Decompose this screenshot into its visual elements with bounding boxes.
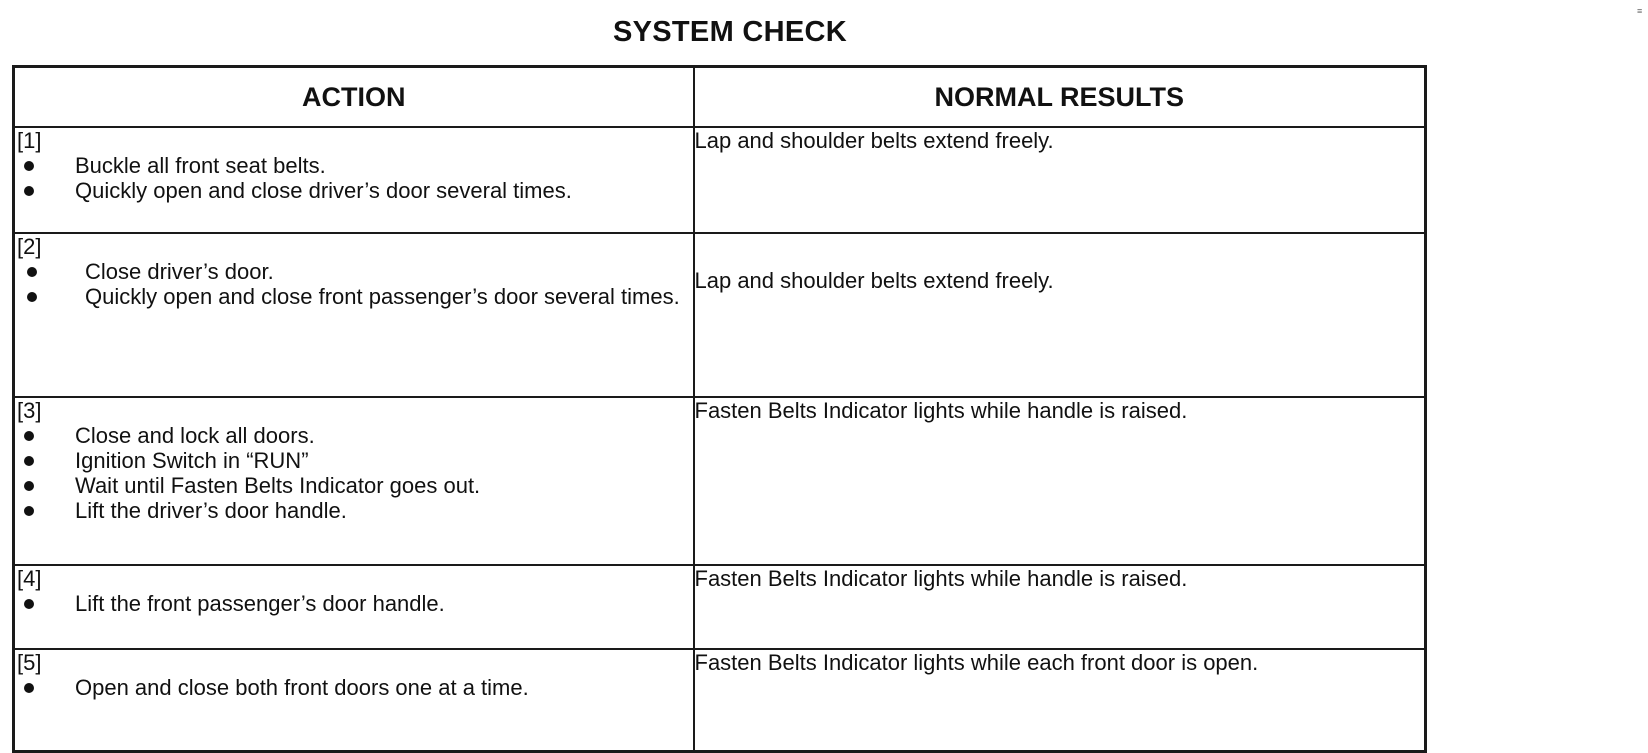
header-row	[14, 67, 1426, 128]
table-row	[14, 565, 1426, 649]
action-list	[15, 591, 693, 616]
action-item: Wait until Fasten Belts Indicator goes out.	[15, 473, 693, 498]
action-cell	[14, 397, 694, 565]
step-label: [3]	[17, 398, 42, 423]
step-label: [1]	[17, 128, 42, 153]
action-item: Quickly open and close driver’s door several times.	[15, 178, 693, 203]
action-item: Buckle all front seat belts.	[15, 153, 693, 178]
result-cell: Fasten Belts Indicator lights while handle is raised.	[694, 565, 1426, 649]
action-cell	[14, 233, 694, 397]
system-check-table	[12, 65, 1427, 753]
step-label: [5]	[17, 650, 42, 675]
action-item: Lift the front passenger’s door handle.	[15, 591, 693, 616]
table-row	[14, 397, 1426, 565]
step-label: [2]	[17, 234, 42, 259]
page-title: SYSTEM CHECK	[612, 16, 847, 48]
header-action: ACTION	[14, 67, 694, 128]
result-cell: Lap and shoulder belts extend freely.	[694, 233, 1426, 397]
action-list	[15, 259, 693, 309]
action-cell	[14, 127, 694, 233]
table-row	[14, 233, 1426, 397]
action-cell	[14, 649, 694, 752]
table-row	[14, 649, 1426, 752]
action-item: Close and lock all doors.	[15, 423, 693, 448]
action-item: Quickly open and close front passenger’s door several times.	[15, 284, 693, 309]
table-row	[14, 127, 1426, 233]
header-normal-results: NORMAL RESULTS	[694, 67, 1426, 128]
action-item: Ignition Switch in “RUN”	[15, 448, 693, 473]
action-list	[15, 423, 693, 523]
action-list	[15, 153, 693, 203]
edge-mark: ≡	[1637, 6, 1643, 16]
result-cell: Fasten Belts Indicator lights while each front door is open.	[694, 649, 1426, 752]
result-cell: Lap and shoulder belts extend freely.	[694, 127, 1426, 233]
step-label: [4]	[17, 566, 42, 591]
action-list	[15, 675, 693, 700]
action-item: Open and close both front doors one at a time.	[15, 675, 693, 700]
result-cell: Fasten Belts Indicator lights while handle is raised.	[694, 397, 1426, 565]
action-cell	[14, 565, 694, 649]
action-item: Lift the driver’s door handle.	[15, 498, 693, 523]
action-item: Close driver’s door.	[15, 259, 693, 284]
